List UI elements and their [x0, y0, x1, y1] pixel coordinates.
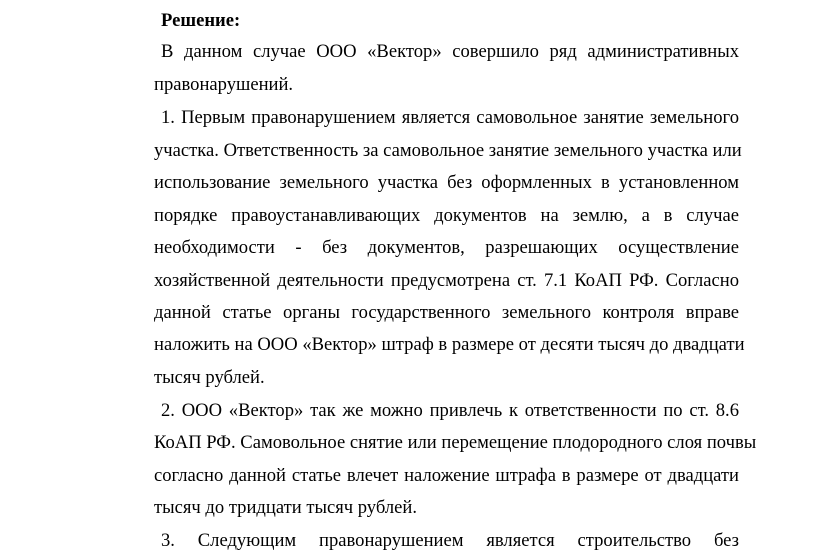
intro-line-1: В данном случае ООО «Вектор» совершило ряд административных: [161, 41, 739, 62]
item3-line-1: 3. Следующим правонарушением является строительство без: [161, 530, 739, 551]
item1-line-9: тысяч рублей.: [154, 367, 265, 388]
item1-line-4: порядке правоустанавливающих документов на землю, а в случае: [154, 205, 739, 226]
item1-line-2: участка. Ответственность за самовольное занятие земельного участка или: [154, 140, 742, 161]
item1-line-7: данной статье органы государственного земельного контроля вправе: [154, 302, 739, 323]
item1-line-3: использование земельного участка без оформленных в установленном: [154, 172, 739, 193]
item2-line-4: тысяч до тридцати тысяч рублей.: [154, 497, 417, 518]
intro-line-2: правонарушений.: [154, 74, 294, 95]
solution-heading: Решение:: [161, 10, 241, 31]
item1-line-6: хозяйственной деятельности предусмотрена ст. 7.1 КоАП РФ. Согласно: [154, 270, 739, 291]
item1-line-8: наложить на ООО «Вектор» штраф в размере от десяти тысяч до двадцати: [154, 334, 745, 355]
item2-line-1: 2. ООО «Вектор» так же можно привлечь к ответственности по ст. 8.6: [161, 400, 739, 421]
item2-line-2: КоАП РФ. Самовольное снятие или перемещение плодородного слоя почвы: [154, 432, 757, 453]
item1-line-1: 1. Первым правонарушением является самовольное занятие земельного: [161, 107, 739, 128]
item2-line-3: согласно данной статье влечет наложение штрафа в размере от двадцати: [154, 465, 739, 486]
item1-line-5: необходимости - без документов, разрешающих осуществление: [154, 237, 739, 258]
